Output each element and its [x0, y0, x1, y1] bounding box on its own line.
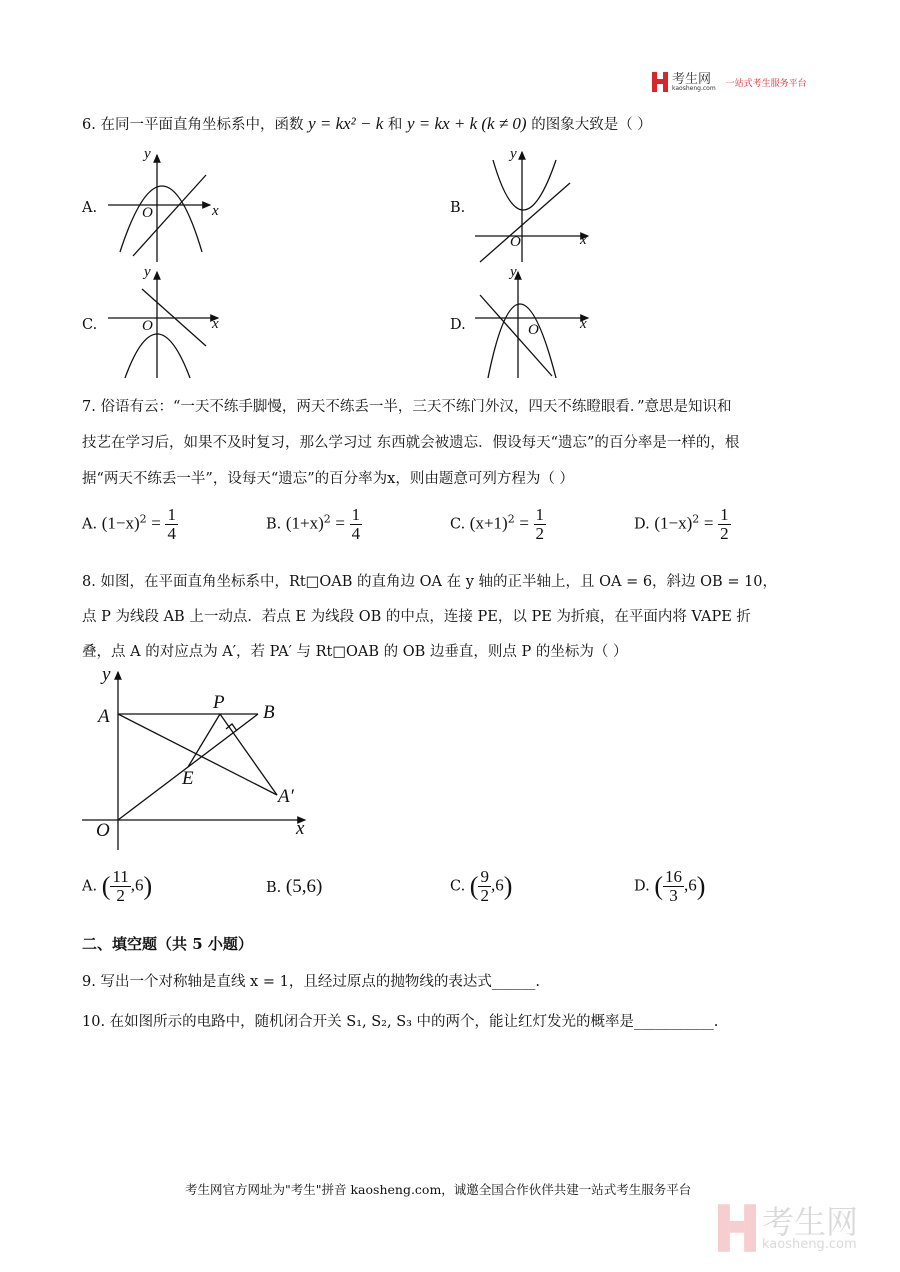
fig-label-b: B [263, 702, 275, 723]
q7-option-c[interactable]: C. $(x+1)^2$ = $\frac{1}{2}$ [450, 505, 545, 543]
fig-label-a-prime: A′ [278, 786, 294, 807]
q8-line-3: 叠，点 A 的对应点为 A′，若 PA′ 与 Rt□OAB 的 OB 边垂直，则点 P 的坐标为（ ） [82, 644, 628, 660]
q8-line-1: 8. 如图，在平面直角坐标系中，Rt□OAB 的直角边 OA 在 y 轴的正半轴上，且 OA = 6，斜边 OB = 10， [82, 574, 778, 590]
option-num: 1 [720, 505, 729, 524]
q6-option-c-label[interactable]: C. [82, 317, 98, 333]
option-label: A. [82, 878, 98, 895]
option-num: 1 [351, 505, 361, 524]
q8-option-a[interactable]: A. ( $\frac{11}{2}$ ,6) [82, 867, 153, 905]
footer-text: 考生网官方网址为"考生"拼音 kaosheng.com，诚邀全国合作伙伴共建一站式考生服务平台 [185, 1182, 692, 1197]
option-y: 6 [495, 875, 504, 895]
fig-label-o: O [96, 820, 110, 841]
option-num: 16 [665, 867, 682, 886]
option-label: D. [634, 516, 650, 533]
q8-option-d[interactable]: D. ( $\frac{16}{3}$ ,6) [634, 867, 706, 905]
option-den: 2 [720, 524, 729, 543]
q6-option-a-label[interactable]: A. [82, 200, 98, 216]
option-num: 1 [167, 505, 176, 524]
graph-c-x-label: x [212, 316, 219, 332]
logo-text: 考生网 [672, 71, 712, 87]
q7-option-b[interactable]: B. $(1+x)^2$ = $\frac{1}{4}$ [266, 505, 361, 543]
q7-line-2: 技艺在学习后，如果不及时复习，那么学习过 东西就会被遗忘．假设每天“遗忘”的百分率是一样的，根 [82, 435, 740, 451]
graph-d-x-label: x [580, 316, 587, 332]
graph-a-y-label: y [144, 146, 151, 162]
option-y: 6 [688, 875, 697, 895]
graph-b-x-label: x [580, 232, 587, 248]
q7-option-a[interactable]: A. $(1-x)^2$ = $\frac{1}{4}$ [82, 505, 176, 543]
option-label: C. [450, 878, 466, 895]
graph-a-origin: O [142, 205, 153, 221]
fig-label-e: E [182, 768, 194, 789]
option-label: B. [266, 516, 282, 533]
option-num: 1 [535, 505, 545, 524]
q8-line-2: 点 P 为线段 AB 上一动点．若点 E 为线段 OB 的中点，连接 PE，以 PE 为折痕，在平面内将 VAPE 折 [82, 609, 751, 625]
q6-suffix: 的图象大致是（ ） [531, 117, 652, 133]
fig-label-a: A [98, 706, 110, 727]
graph-d-y-label: y [510, 264, 517, 280]
q7-option-d[interactable]: D. $(1-x)^2$ = $\frac{1}{2}$ [634, 505, 729, 543]
option-lhs: (1−x) [101, 513, 140, 533]
option-den: 2 [480, 886, 489, 905]
q6-prefix: 6. 在同一平面直角坐标系中，函数 [82, 117, 304, 133]
fig-label-x: x [296, 818, 305, 839]
question-9: 9. 写出一个对称轴是直线 x = 1，且经过原点的抛物线的表达式______. [82, 974, 540, 990]
option-exp: 2 [507, 512, 515, 526]
watermark-logo-icon [718, 1203, 756, 1253]
graph-d-origin: O [528, 322, 539, 338]
question-10: 10. 在如图所示的电路中，随机闭合开关 S₁, S₂, S₃ 中的两个，能让红灯发光的概率是___________. [82, 1014, 719, 1030]
graph-c-origin: O [142, 318, 153, 334]
q8-option-c[interactable]: C. ( $\frac{9}{2}$ ,6) [450, 867, 513, 905]
fig-label-p: P [213, 692, 225, 713]
option-den: 2 [535, 524, 545, 543]
watermark-sub: kaosheng.com [762, 1236, 857, 1252]
q6-function-2: y = kx + k (k ≠ 0) [407, 114, 527, 133]
option-num: 9 [480, 867, 489, 886]
graph-c-y-label: y [144, 264, 151, 280]
option-label: C. [450, 516, 466, 533]
option-text: (5,6) [285, 876, 323, 897]
q8-option-b[interactable] [266, 876, 322, 898]
header-slogan: 一站式考生服务平台 [725, 78, 807, 89]
graph-b-origin: O [510, 234, 521, 250]
q7-line-1: 7. 俗语有云：“一天不练手脚慢，两天不练丢一半，三天不练门外汉，四天不练瞪眼看．”意思是知识和 [82, 399, 732, 415]
option-exp: 2 [692, 512, 700, 526]
option-den: 2 [116, 886, 125, 905]
option-label: B. [266, 880, 282, 896]
option-exp: 2 [323, 512, 331, 526]
logo-sub: kaosheng.com [672, 84, 716, 92]
option-num: 11 [112, 867, 129, 886]
option-lhs: (x+1) [469, 513, 508, 533]
graph-a-x-label: x [212, 203, 219, 219]
fig-label-y: y [102, 664, 111, 685]
q6-option-d-label[interactable]: D. [450, 317, 466, 333]
option-lhs: (1+x) [285, 513, 324, 533]
option-label: A. [82, 516, 98, 533]
section-2-heading: 二、填空题（共 5 小题） [82, 935, 253, 953]
q6-function-1: y = kx² − k [308, 114, 384, 133]
option-exp: 2 [139, 512, 147, 526]
option-lhs: (1−x) [654, 513, 693, 533]
option-den: 3 [669, 886, 678, 905]
option-y: 6 [135, 875, 144, 895]
q6-and: 和 [387, 117, 403, 133]
option-den: 4 [167, 524, 176, 543]
footer-watermark [718, 1203, 858, 1253]
watermark-text: 考生网 [762, 1202, 859, 1241]
option-den: 4 [351, 524, 361, 543]
q7-line-3: 据“两天不练丢一半”，设每天“遗忘”的百分率为x，则由题意可列方程为（ ） [82, 471, 574, 487]
graph-b-y-label: y [510, 146, 517, 162]
q6-option-b-label[interactable]: B. [450, 200, 466, 216]
option-label: D. [634, 878, 650, 895]
